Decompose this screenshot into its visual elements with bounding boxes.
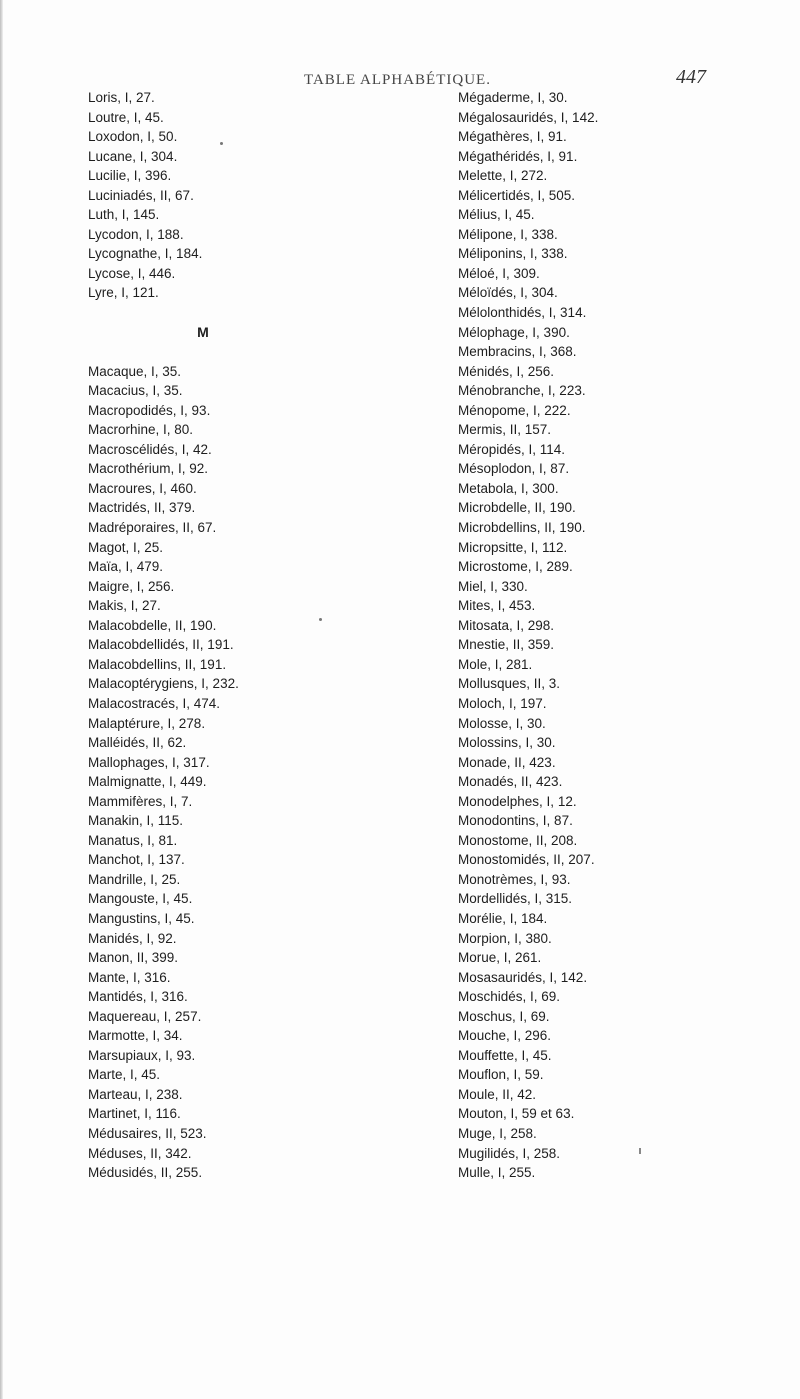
index-entry: Mélicertidés, I, 505. bbox=[458, 187, 576, 203]
index-entry: Loris, I, 27. bbox=[88, 90, 155, 105]
index-entry: Monodontins, I, 87. bbox=[458, 813, 573, 829]
index-entry: Macrorhine, I, 80. bbox=[88, 422, 194, 438]
index-entry: Mordellidés, I, 315. bbox=[458, 891, 573, 907]
index-entry: Monostome, II, 208. bbox=[458, 832, 578, 848]
index-entry: Mélius, I, 45. bbox=[458, 207, 535, 223]
index-entry: Mandrille, I, 25. bbox=[88, 871, 181, 887]
index-entry: Méloïdés, I, 304. bbox=[458, 285, 558, 301]
index-entry: Mélophage, I, 390. bbox=[458, 324, 570, 340]
index-entry: Malacobdelle, II, 190. bbox=[88, 617, 217, 633]
index-entry: Moule, II, 42. bbox=[458, 1086, 537, 1102]
running-title: TABLE ALPHABÉTIQUE. bbox=[304, 72, 491, 88]
index-entry: Luciniadés, II, 67. bbox=[88, 187, 194, 203]
index-entry: Moschus, I, 69. bbox=[458, 1008, 550, 1024]
index-entry: Méropidés, I, 114. bbox=[458, 441, 566, 457]
index-entry: Mactridés, II, 379. bbox=[88, 500, 196, 516]
index-entry: Mouton, I, 59 et 63. bbox=[458, 1106, 575, 1122]
index-entry: Mouche, I, 296. bbox=[458, 1028, 552, 1044]
index-entry: Monotrèmes, I, 93. bbox=[458, 871, 571, 887]
index-entry: Malacoptérygiens, I, 232. bbox=[88, 676, 239, 692]
index-entry: Lycodon, I, 188. bbox=[88, 226, 184, 242]
section-letter: M bbox=[197, 323, 209, 340]
index-entry: Mouffette, I, 45. bbox=[458, 1047, 552, 1063]
index-entry: Macaque, I, 35. bbox=[88, 363, 182, 379]
index-entry: Marsupiaux, I, 93. bbox=[88, 1047, 196, 1063]
blank-line bbox=[88, 303, 418, 323]
index-column-right bbox=[458, 88, 788, 1183]
index-entry: Malléidés, II, 62. bbox=[88, 735, 187, 751]
index-entry: Lyre, I, 121. bbox=[88, 285, 159, 301]
index-entry: Morélie, I, 184. bbox=[458, 910, 548, 926]
index-entry: Monade, II, 423. bbox=[458, 754, 556, 770]
index-entry: Mélipone, I, 338. bbox=[458, 226, 558, 242]
index-entry: Manidés, I, 92. bbox=[88, 930, 177, 946]
page-number: 447 bbox=[676, 66, 706, 88]
index-entry: Moschidés, I, 69. bbox=[458, 989, 561, 1005]
index-entry: Mégaderme, I, 30. bbox=[458, 90, 568, 105]
index-entry: Mugilidés, I, 258. bbox=[458, 1145, 561, 1161]
index-entry: Madréporaires, II, 67. bbox=[88, 520, 217, 536]
index-entry: Malmignatte, I, 449. bbox=[88, 774, 207, 790]
index-entry: Ménidés, I, 256. bbox=[458, 363, 555, 379]
index-entry: Molosse, I, 30. bbox=[458, 715, 546, 731]
index-entry: Mouflon, I, 59. bbox=[458, 1067, 544, 1083]
index-entry: Makis, I, 27. bbox=[88, 598, 161, 614]
index-entry: Mulle, I, 255. bbox=[458, 1165, 536, 1181]
index-entry: Macroures, I, 460. bbox=[88, 480, 197, 496]
index-entry: Loxodon, I, 50. bbox=[88, 129, 178, 145]
index-entry: Morue, I, 261. bbox=[458, 950, 542, 966]
index-entry: Monodelphes, I, 12. bbox=[458, 793, 577, 809]
index-entry: Magot, I, 25. bbox=[88, 539, 164, 555]
index-entry: Marteau, I, 238. bbox=[88, 1086, 183, 1102]
index-entry: Miel, I, 330. bbox=[458, 578, 528, 594]
index-entry: Mole, I, 281. bbox=[458, 656, 533, 672]
index-entry: Mangustins, I, 45. bbox=[88, 910, 195, 926]
index-entry: Mitosata, I, 298. bbox=[458, 617, 555, 633]
index-entry: Mollusques, II, 3. bbox=[458, 676, 561, 692]
index-entry: Macacius, I, 35. bbox=[88, 383, 183, 399]
index-entry: Mnestie, II, 359. bbox=[458, 637, 555, 653]
speck-mark bbox=[220, 142, 223, 145]
index-entry: Maigre, I, 256. bbox=[88, 578, 175, 594]
index-entry: Membracins, I, 368. bbox=[458, 344, 577, 360]
index-entry: Muge, I, 258. bbox=[458, 1125, 537, 1141]
index-entry: Maïa, I, 479. bbox=[88, 559, 164, 575]
index-entry: Monostomidés, II, 207. bbox=[458, 852, 595, 868]
index-entry: Mangouste, I, 45. bbox=[88, 891, 193, 907]
speck-mark bbox=[639, 1148, 641, 1154]
index-entry: Micropsitte, I, 112. bbox=[458, 539, 568, 555]
index-entry: Lycose, I, 446. bbox=[88, 265, 176, 281]
index-column-left bbox=[88, 88, 418, 1183]
index-entry: Lucilie, I, 396. bbox=[88, 168, 172, 184]
index-entry: Martinet, I, 116. bbox=[88, 1106, 181, 1122]
index-entry: Mallophages, I, 317. bbox=[88, 754, 210, 770]
page-left-edge bbox=[0, 0, 3, 1399]
index-entry: Marmotte, I, 34. bbox=[88, 1028, 183, 1044]
index-entry: Malacostracés, I, 474. bbox=[88, 695, 221, 711]
index-entry: Microbdelle, II, 190. bbox=[458, 500, 576, 516]
index-entry: Mantidés, I, 316. bbox=[88, 989, 188, 1005]
index-entry: Mammifères, I, 7. bbox=[88, 793, 193, 809]
index-entry: Luth, I, 145. bbox=[88, 207, 160, 223]
blank-line bbox=[88, 342, 418, 362]
index-entry: Mermis, II, 157. bbox=[458, 422, 552, 438]
index-entry: Mésoplodon, I, 87. bbox=[458, 461, 570, 477]
index-entry: Melette, I, 272. bbox=[458, 168, 548, 184]
index-entry: Mégalosauridés, I, 142. bbox=[458, 109, 599, 125]
index-entry: Méduses, II, 342. bbox=[88, 1145, 192, 1161]
index-entry: Méliponins, I, 338. bbox=[458, 246, 568, 262]
speck-mark bbox=[319, 618, 322, 621]
index-entry: Lucane, I, 304. bbox=[88, 148, 178, 164]
index-entry: Morpion, I, 380. bbox=[458, 930, 552, 946]
index-entry: Manchot, I, 137. bbox=[88, 852, 185, 868]
index-entry: Malacobdellidés, II, 191. bbox=[88, 637, 234, 653]
index-entry: Ménopome, I, 222. bbox=[458, 402, 571, 418]
index-entry: Manon, II, 399. bbox=[88, 950, 179, 966]
index-entry: Microstome, I, 289. bbox=[458, 559, 573, 575]
index-entry: Mosasauridés, I, 142. bbox=[458, 969, 588, 985]
index-entry: Macrothérium, I, 92. bbox=[88, 461, 209, 477]
index-entry: Mélolonthidés, I, 314. bbox=[458, 305, 587, 321]
index-entry: Mante, I, 316. bbox=[88, 969, 171, 985]
index-entry: Maquereau, I, 257. bbox=[88, 1008, 202, 1024]
index-entry: Mites, I, 453. bbox=[458, 598, 536, 614]
index-entry: Metabola, I, 300. bbox=[458, 480, 559, 496]
index-entry: Mégathères, I, 91. bbox=[458, 129, 567, 145]
index-entry: Loutre, I, 45. bbox=[88, 109, 164, 125]
index-entry: Médusidés, II, 255. bbox=[88, 1165, 203, 1181]
index-entry: Macropodidés, I, 93. bbox=[88, 402, 211, 418]
index-entry: Moloch, I, 197. bbox=[458, 695, 547, 711]
index-entry: Mégathéridés, I, 91. bbox=[458, 148, 578, 164]
index-entry: Médusaires, II, 523. bbox=[88, 1125, 207, 1141]
index-entry: Macroscélidés, I, 42. bbox=[88, 441, 212, 457]
index-entry: Microbdellins, II, 190. bbox=[458, 520, 586, 536]
index-entry: Ménobranche, I, 223. bbox=[458, 383, 586, 399]
index-entry: Marte, I, 45. bbox=[88, 1067, 161, 1083]
index-entry: Malaptérure, I, 278. bbox=[88, 715, 206, 731]
index-entry: Lycognathe, I, 184. bbox=[88, 246, 203, 262]
index-entry: Malacobdellins, II, 191. bbox=[88, 656, 227, 672]
index-entry: Manatus, I, 81. bbox=[88, 832, 178, 848]
index-entry: Méloé, I, 309. bbox=[458, 265, 540, 281]
index-entry: Molossins, I, 30. bbox=[458, 735, 556, 751]
index-entry: Monadés, II, 423. bbox=[458, 774, 563, 790]
index-entry: Manakin, I, 115. bbox=[88, 813, 184, 829]
